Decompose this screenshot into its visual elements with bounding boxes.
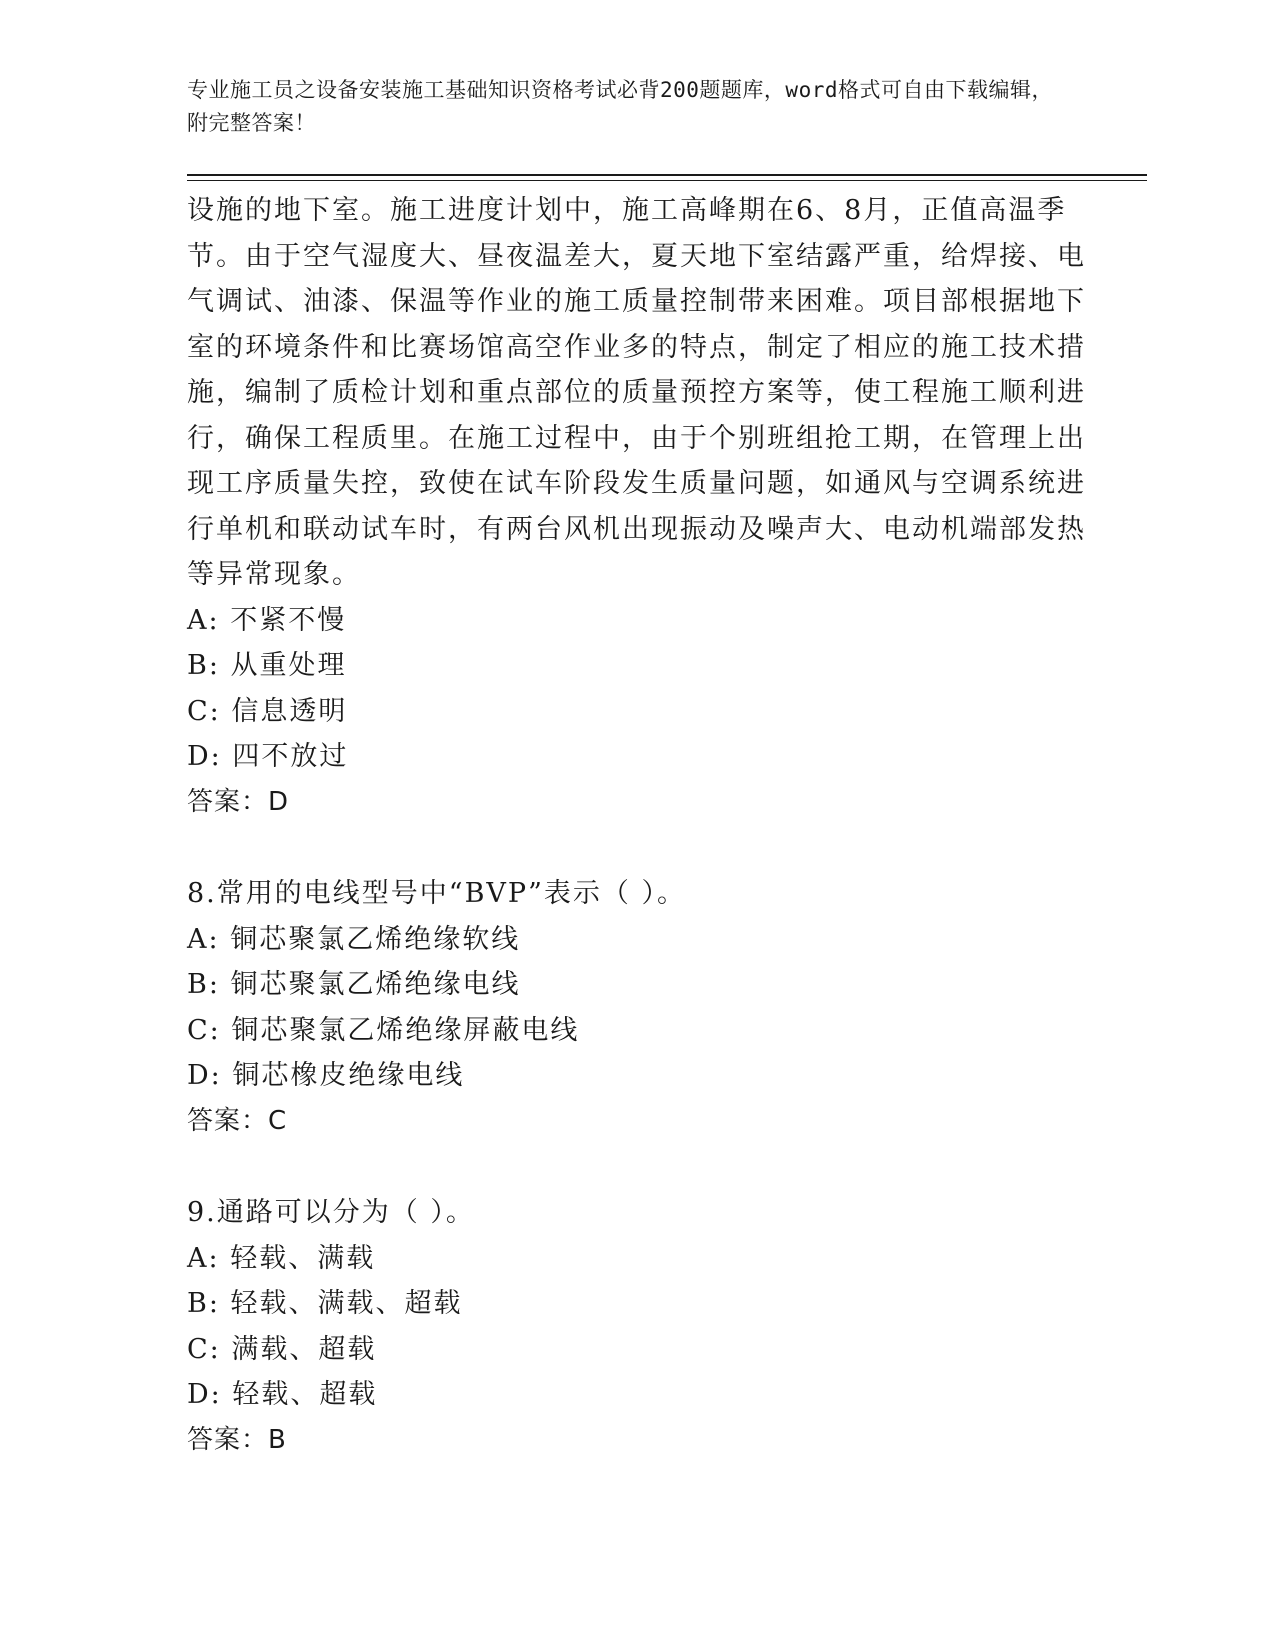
option-text: 铜芯橡皮绝缘电线 — [232, 1060, 465, 1091]
answer-line: 答案：B — [187, 1424, 287, 1455]
question-stem-continuation: 设施的地下室。施工进度计划中，施工高峰期在6、8月，正值高温季节。由于空气湿度大、昼夜温差大，夏天地下室结露严重，给焊接、电气调试、油漆、保温等作业的施工质量控制带来困难。项目部根据地下室的环境条件和比赛场馆高空作业多的特点，制定了相应的施工技术措施，编制了质检计划和重点部位的质量预控方案等，使工程施工顺利进行，确保工程质里。在施工过程中，由于个别班组抢工期，在管理上出现工序质量失控，致使在试车阶段发生质量问题，如通风与空调系统进行单机和联动试车时，有两台风机出现振动及噪声大、电动机端部发热等异常现象。 — [187, 195, 1086, 590]
document-header: 专业施工员之设备安装施工基础知识资格考试必背200题题库，word格式可自由下载编辑，附完整答案！ — [187, 78, 1053, 135]
option-b — [187, 643, 1087, 689]
option-a — [187, 598, 1087, 644]
option-label: C: — [187, 1333, 221, 1365]
option-text: 从重处理 — [230, 650, 347, 681]
question-8 — [187, 871, 1087, 1144]
option-d — [187, 1372, 1087, 1418]
option-label: B: — [187, 969, 220, 1000]
option-b — [187, 962, 1087, 1008]
option-label: D: — [187, 1379, 222, 1410]
option-c — [187, 1008, 1087, 1054]
option-label: B: — [187, 1288, 220, 1319]
option-label: A: — [187, 923, 220, 955]
option-text: 铜芯聚氯乙烯绝缘屏蔽电线 — [231, 1014, 580, 1046]
option-label: B: — [187, 650, 220, 681]
option-a — [187, 1236, 1087, 1282]
option-text: 信息透明 — [231, 695, 348, 727]
question-9 — [187, 1190, 1087, 1463]
header-divider-thin — [187, 180, 1147, 181]
option-c — [187, 1327, 1087, 1373]
header-divider-thick — [187, 174, 1147, 176]
answer-line: 答案：C — [187, 1105, 288, 1136]
option-text: 不紧不慢 — [230, 604, 347, 636]
question-stem: 8.常用的电线型号中“BVP”表示（ ）。 — [187, 878, 686, 909]
option-label: A: — [187, 1242, 220, 1274]
option-label: C: — [187, 1014, 221, 1046]
option-text: 轻载、满载 — [230, 1242, 376, 1274]
option-text: 铜芯聚氯乙烯绝缘电线 — [230, 969, 521, 1000]
option-d — [187, 1053, 1087, 1099]
option-label: A: — [187, 604, 220, 636]
question-stem: 9.通路可以分为（ ）。 — [187, 1197, 475, 1228]
option-b — [187, 1281, 1087, 1327]
option-label: D: — [187, 1060, 222, 1091]
option-text: 轻载、满载、超载 — [230, 1288, 463, 1319]
option-text: 铜芯聚氯乙烯绝缘软线 — [230, 923, 521, 955]
document-body — [187, 188, 1087, 1509]
option-label: C: — [187, 695, 221, 727]
answer-line: 答案：D — [187, 786, 290, 817]
option-c — [187, 689, 1087, 735]
option-text: 满载、超载 — [231, 1333, 377, 1365]
option-label: D: — [187, 741, 222, 772]
question-7 — [187, 188, 1087, 825]
option-d — [187, 734, 1087, 780]
option-text: 轻载、超载 — [232, 1379, 378, 1410]
option-a — [187, 917, 1087, 963]
option-text: 四不放过 — [232, 741, 349, 772]
